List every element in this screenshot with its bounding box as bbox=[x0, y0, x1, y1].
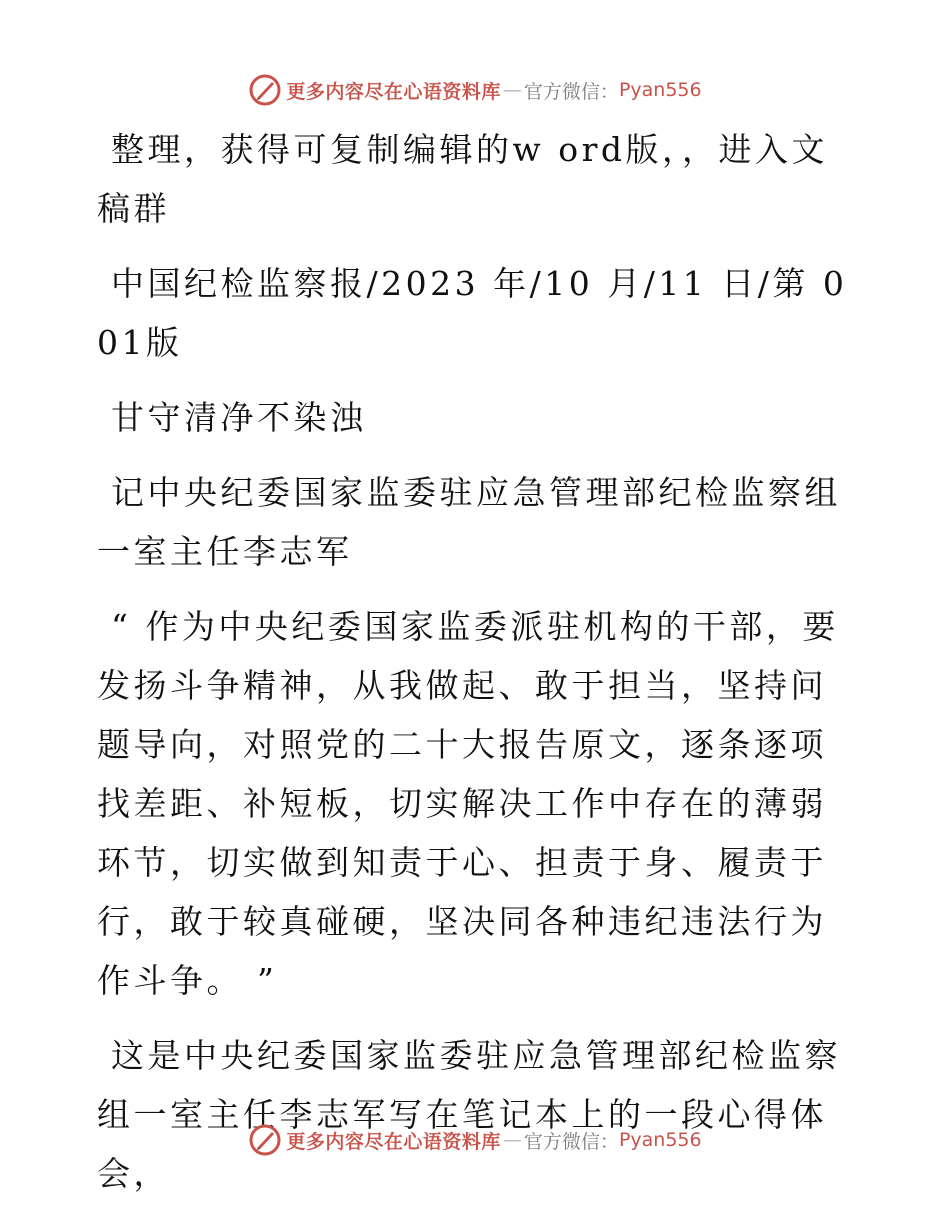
document-body bbox=[97, 120, 857, 1219]
article-title: 甘守清净不染浊 bbox=[111, 398, 367, 437]
banner-main-text: 更多内容尽在心语资料库 bbox=[286, 80, 501, 103]
quill-pen-seal-icon bbox=[248, 73, 282, 107]
paragraph-quote: “ 作为中央纪委国家监委派驻机构的干部，要发扬斗争精神，从我做起、敢于担当，坚持问题导向，对照党的二十大报告原文，逐条逐项找差距、补短板，切实解决工作中存在的薄弱环节，切实做到知责于心、担责于身、履责于行，敢于较真碰硬，坚决同各种违纪违法行为作斗争。 ” bbox=[97, 607, 839, 1000]
banner-wechat-id: Pyan556 bbox=[618, 1129, 702, 1151]
banner-dash: — bbox=[502, 79, 522, 101]
header-banner bbox=[0, 70, 950, 110]
banner-wechat-label: 官方微信： bbox=[523, 80, 619, 103]
banner-wechat-label: 官方微信： bbox=[523, 1130, 619, 1153]
banner-main-text: 更多内容尽在心语资料库 bbox=[286, 1130, 501, 1153]
banner-dash: — bbox=[502, 1129, 522, 1151]
banner-wechat-id: Pyan556 bbox=[618, 79, 702, 101]
footer-banner bbox=[0, 1120, 950, 1160]
paragraph-body: 这是中央纪委国家监委驻应急管理部纪检监察组一室主任李志军写在笔记本上的一段心得体会， bbox=[97, 1036, 841, 1193]
article-subtitle: 记中央纪委国家监委驻应急管理部纪检监察组一室主任李志军 bbox=[97, 473, 841, 571]
paragraph-intro-note: 整理，获得可复制编辑的w ord版，，进入文稿群 bbox=[97, 130, 829, 228]
quill-pen-seal-icon bbox=[248, 1123, 282, 1157]
paragraph-source-line: 中国纪检监察报/2023 年/10 月/11 日/第 001版 bbox=[97, 264, 848, 362]
